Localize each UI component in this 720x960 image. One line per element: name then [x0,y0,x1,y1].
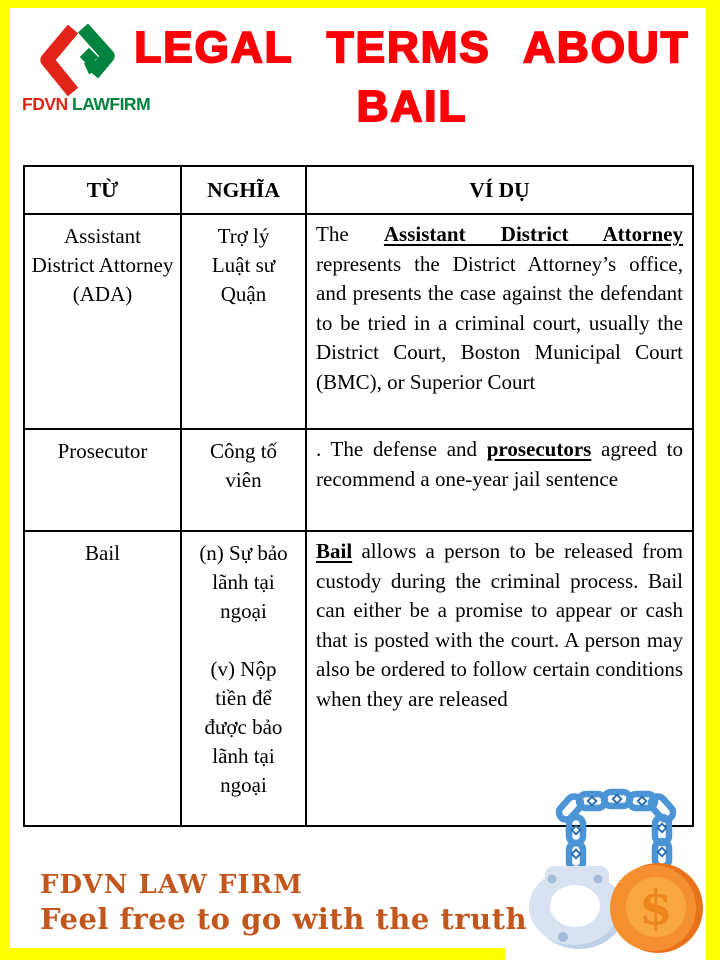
term-cell: Prosecutor [24,429,181,531]
page-title-line2: BAIL [356,82,468,131]
column-header-meaning: NGHĨA [181,166,306,214]
table-header-row [24,166,693,214]
logo-brand-green: LAWFIRM [72,94,151,114]
dollar-sign-icon: $ [639,880,673,936]
column-header-example: VÍ DỤ [306,166,693,214]
column-header-term: TỪ [24,166,181,214]
meaning-cell: Trợ lý Luật sư Quận [181,214,306,429]
handcuffs-coin-illustration [505,780,706,960]
page-title [128,18,696,136]
footer-slogan: Feel free to go with the truth [40,902,528,936]
table-row [24,429,693,531]
fdvn-logo-icon [32,16,124,102]
meaning-cell: Công tố viên [181,429,306,531]
meaning-noun: (n) Sự bảo lãnh tại ngoại [199,541,288,623]
handcuffs-icon [529,866,624,949]
footer-firm-name: FDVN LAW FIRM [40,870,303,900]
table-row [24,214,693,429]
coin-icon [610,863,703,953]
logo-brand-red: FDVN [22,94,72,114]
meaning-cell [181,531,306,826]
term-cell: Bail [24,531,181,826]
example-cell: Bail allows a person to be released from custody during the criminal process. Bail can either be a promise to appear or cash that is posted with the court. A person may also be ordered to follow certain conditions when they are released [306,531,693,826]
logo-red-chevron [47,29,73,92]
page-title-line1: LEGAL TERMS ABOUT [134,23,690,72]
meaning-verb: (v) Nộp tiền để được bảo lãnh tại ngoại [204,657,283,797]
example-cell: The Assistant District Attorney represents the District Attorney’s office, and presents the case against the defendant to be tried in a criminal court, usually the District Court, Boston Municipal Court (BMC), or Superior Court [306,214,693,429]
vocabulary-table [23,165,694,827]
example-cell: . The defense and prosecutors agreed to recommend a one-year jail sentence [306,429,693,531]
footer [40,870,527,936]
term-cell: Assistant District Attorney (ADA) [24,214,181,429]
